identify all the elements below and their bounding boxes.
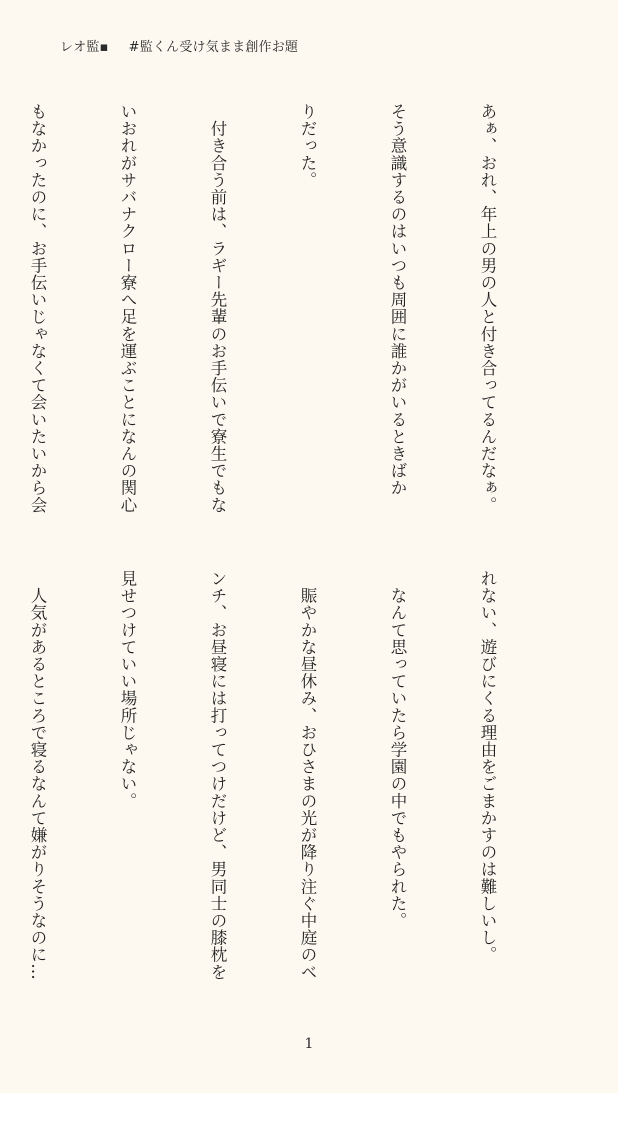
page-number: 1 — [304, 1036, 314, 1052]
hashtag-title: #監くん受け気まま創作お題 — [128, 40, 299, 55]
text-block-top — [28, 103, 562, 523]
text-block-bottom — [28, 570, 562, 1010]
text-line: もなかったのに、お手伝いじゃなくて会いたいから会 — [28, 103, 47, 514]
text-line: 付き合う前は、ラギー先輩のお手伝いで寮生でもな — [208, 103, 227, 514]
text-line: 賑やかな昼休み、おひさまの光が降り注ぐ中庭のベ — [298, 570, 317, 981]
text-line: れない、遊びにくる理由をごまかすのは難しいし。 — [478, 570, 497, 964]
page-header — [60, 36, 298, 55]
text-line: そう意識するのはいつも周囲に誰かがいるときばか — [388, 103, 407, 497]
text-line: なんて思っていたら学園の中でもやられた。 — [388, 570, 407, 930]
text-line: 見せつけていい場所じゃない。 — [118, 570, 137, 810]
text-line: 人気があるところで寝るなんて嫌がりそうなのに… — [28, 570, 47, 981]
text-line: いおれがサバナクロー寮へ足を運ぶことになんの関心 — [118, 103, 137, 514]
text-line: あぁ、おれ、年上の男の人と付き合ってるんだなぁ。 — [478, 103, 497, 514]
author-tag: レオ監▪ — [60, 40, 109, 55]
text-line: ンチ、お昼寝には打ってつけだけど、男同士の膝枕を — [208, 570, 227, 981]
text-line: りだった。 — [298, 103, 317, 189]
